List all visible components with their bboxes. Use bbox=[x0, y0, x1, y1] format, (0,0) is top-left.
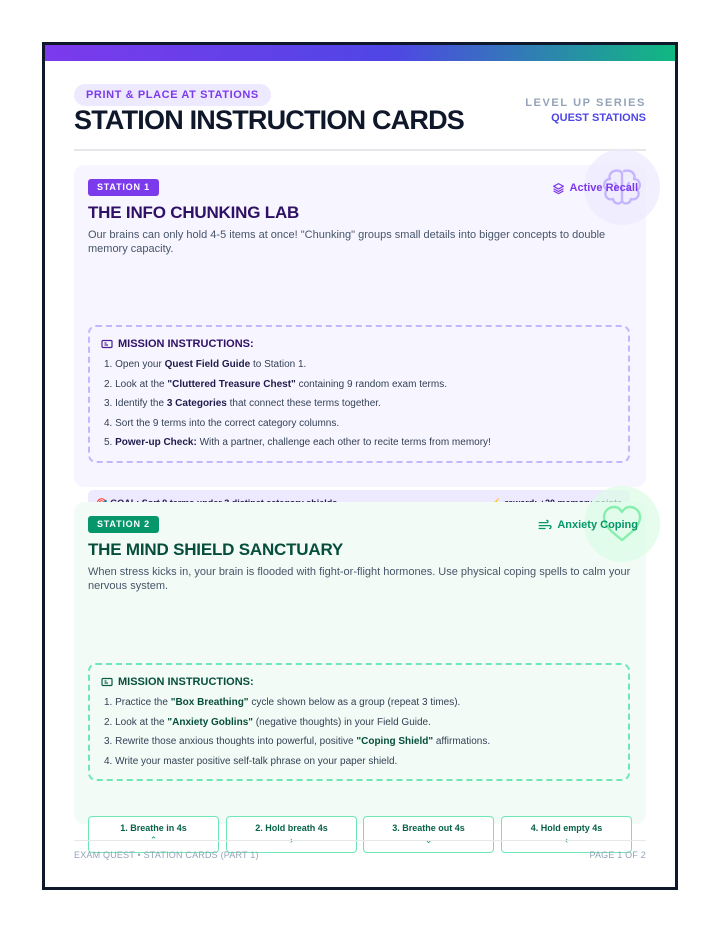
list-item: 2. Look at the "Anxiety Goblins" (negative thoughts) in your Field Guide. bbox=[104, 716, 431, 728]
mission-heading bbox=[101, 676, 254, 688]
mission-heading bbox=[101, 338, 254, 350]
anxiety-coping-tag bbox=[538, 516, 638, 534]
station-1-title: THE INFO CHUNKING LAB bbox=[88, 203, 300, 222]
header-divider bbox=[74, 149, 646, 151]
station-2-mission-box bbox=[88, 663, 630, 781]
anxiety-coping-label: Anxiety Coping bbox=[557, 519, 638, 531]
breathing-step-3: 3. Breathe out 4s bbox=[363, 816, 494, 853]
mission-heading-label: MISSION INSTRUCTIONS: bbox=[118, 338, 254, 350]
station-2-badge: STATION 2 bbox=[88, 516, 159, 533]
print-instruction-pill: PRINT & PLACE AT STATIONS bbox=[74, 84, 271, 106]
page-title: STATION INSTRUCTION CARDS bbox=[74, 105, 464, 135]
series-line-1: LEVEL UP SERIES bbox=[525, 97, 646, 109]
station-2-title: THE MIND SHIELD SANCTUARY bbox=[88, 540, 344, 559]
list-item: 4. Sort the 9 terms into the correct category columns. bbox=[104, 417, 340, 429]
active-recall-tag bbox=[552, 179, 638, 197]
mission-heading-label: MISSION INSTRUCTIONS: bbox=[118, 676, 254, 688]
list-item: 2. Look at the "Cluttered Treasure Chest" containing 9 random exam terms. bbox=[104, 378, 447, 390]
list-item: 3. Identify the 3 Categories that connect these terms together. bbox=[104, 398, 381, 409]
breathing-step-1: 1. Breathe in 4s bbox=[88, 816, 219, 853]
series-line-2: QUEST STATIONS bbox=[551, 112, 646, 124]
ticket-icon bbox=[101, 339, 113, 349]
footer-left: EXAM QUEST • STATION CARDS (PART 1) bbox=[74, 850, 259, 860]
layers-icon bbox=[552, 182, 565, 195]
station-1-badge: STATION 1 bbox=[88, 179, 159, 196]
station-1-steps bbox=[104, 358, 491, 456]
wind-icon bbox=[538, 519, 552, 531]
breathing-step-4: 4. Hold empty 4s bbox=[501, 816, 632, 853]
station-2-steps bbox=[104, 696, 490, 774]
station-2-card bbox=[74, 502, 646, 833]
station-1-card bbox=[74, 165, 646, 487]
page-number: PAGE 1 OF 2 bbox=[589, 850, 646, 860]
station-1-mission-box bbox=[88, 325, 630, 463]
list-item: 1. Practice the "Box Breathing" cycle shown below as a group (repeat 3 times). bbox=[104, 697, 461, 708]
list-item: 5. Power-up Check: With a partner, challenge each other to recite terms from memory! bbox=[104, 437, 491, 448]
gradient-top-bar bbox=[45, 45, 675, 61]
station-1-description: Our brains can only hold 4-5 items at once! "Chunking" groups small details into bigger concepts to double memory capacity. bbox=[88, 229, 606, 255]
station-2-description: When stress kicks in, your brain is flooded with fight-or-flight hormones. Use physical coping spells to calm your nervous system. bbox=[88, 566, 631, 592]
series-label bbox=[525, 97, 646, 124]
page-frame bbox=[42, 42, 678, 890]
breathing-step-2: 2. Hold breath 4s bbox=[226, 816, 357, 853]
ticket-icon bbox=[101, 677, 113, 687]
list-item: 3. Rewrite those anxious thoughts into powerful, positive "Coping Shield" affirmations. bbox=[104, 736, 491, 747]
footer-divider bbox=[74, 840, 646, 841]
list-item: 1. Open your Quest Field Guide to Station 1. bbox=[104, 359, 307, 370]
active-recall-label: Active Recall bbox=[569, 182, 638, 194]
list-item: 4. Write your master positive self-talk phrase on your paper shield. bbox=[104, 755, 398, 767]
